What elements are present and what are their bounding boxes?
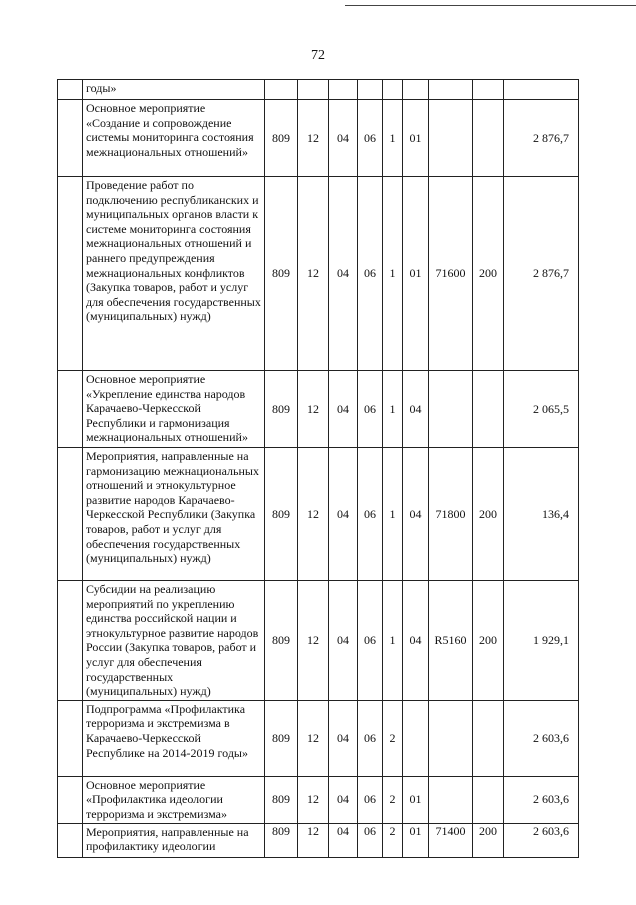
program-code-cell: 06 bbox=[358, 100, 383, 177]
expense-type-code-cell bbox=[473, 100, 504, 177]
amount-cell: 2 876,7 bbox=[504, 177, 579, 371]
section-code-cell: 12 bbox=[298, 776, 329, 823]
subprogram-code-cell: 1 bbox=[383, 581, 403, 701]
item-name-cell: Основное мероприятие «Профилактика идеологии терроризма и экстремизма» bbox=[83, 776, 265, 823]
direction-code-cell bbox=[429, 776, 473, 823]
amount-cell bbox=[504, 80, 579, 100]
subprogram-code-cell: 1 bbox=[383, 371, 403, 448]
row-number-cell bbox=[58, 177, 83, 371]
program-code-cell: 06 bbox=[358, 371, 383, 448]
activity-code-cell: 01 bbox=[403, 177, 429, 371]
table-body bbox=[58, 80, 579, 858]
activity-code-cell: 01 bbox=[403, 823, 429, 857]
table-row bbox=[58, 776, 579, 823]
row-number-cell bbox=[58, 448, 83, 581]
amount-cell: 1 929,1 bbox=[504, 581, 579, 701]
section-code-cell: 12 bbox=[298, 371, 329, 448]
activity-code-cell: 01 bbox=[403, 776, 429, 823]
program-code-cell: 06 bbox=[358, 177, 383, 371]
item-name-cell: годы» bbox=[83, 80, 265, 100]
table-row bbox=[58, 80, 579, 100]
section-code-cell: 12 bbox=[298, 177, 329, 371]
row-number-cell bbox=[58, 776, 83, 823]
expense-type-code-cell bbox=[473, 776, 504, 823]
item-name-cell: Мероприятия, направленные на профилактику идеологии bbox=[83, 823, 265, 857]
subsection-code-cell: 04 bbox=[329, 371, 358, 448]
direction-code-cell bbox=[429, 100, 473, 177]
program-code-cell: 06 bbox=[358, 581, 383, 701]
amount-cell: 2 603,6 bbox=[504, 776, 579, 823]
row-number-cell bbox=[58, 823, 83, 857]
ministry-code-cell: 809 bbox=[265, 177, 298, 371]
expense-type-code-cell: 200 bbox=[473, 448, 504, 581]
activity-code-cell: 04 bbox=[403, 371, 429, 448]
subsection-code-cell: 04 bbox=[329, 448, 358, 581]
ministry-code-cell bbox=[265, 80, 298, 100]
section-code-cell: 12 bbox=[298, 581, 329, 701]
budget-table bbox=[57, 79, 579, 858]
section-code-cell: 12 bbox=[298, 448, 329, 581]
program-code-cell bbox=[358, 80, 383, 100]
program-code-cell: 06 bbox=[358, 823, 383, 857]
row-number-cell bbox=[58, 80, 83, 100]
section-code-cell bbox=[298, 80, 329, 100]
subsection-code-cell bbox=[329, 80, 358, 100]
header-rule bbox=[345, 5, 636, 6]
subprogram-code-cell: 1 bbox=[383, 177, 403, 371]
item-name-cell: Основное мероприятие «Укрепление единства народов Карачаево-Черкесской Республики и гармонизация межнациональных отношений» bbox=[83, 371, 265, 448]
page-number: 72 bbox=[311, 48, 325, 63]
item-name-cell: Мероприятия, направленные на гармонизацию межнациональных отношений и этнокультурное развитие народов Карачаево-Черкесской Республики (Закупка товаров, работ и услуг для обеспечения государственных (муниципальных) нужд) bbox=[83, 448, 265, 581]
row-number-cell bbox=[58, 371, 83, 448]
ministry-code-cell: 809 bbox=[265, 100, 298, 177]
activity-code-cell bbox=[403, 80, 429, 100]
subsection-code-cell: 04 bbox=[329, 700, 358, 776]
activity-code-cell: 04 bbox=[403, 448, 429, 581]
table-row bbox=[58, 700, 579, 776]
table-row bbox=[58, 448, 579, 581]
table-row bbox=[58, 177, 579, 371]
ministry-code-cell: 809 bbox=[265, 448, 298, 581]
section-code-cell: 12 bbox=[298, 700, 329, 776]
direction-code-cell: R5160 bbox=[429, 581, 473, 701]
direction-code-cell: 71600 bbox=[429, 177, 473, 371]
subprogram-code-cell: 2 bbox=[383, 700, 403, 776]
expense-type-code-cell bbox=[473, 80, 504, 100]
section-code-cell: 12 bbox=[298, 823, 329, 857]
ministry-code-cell: 809 bbox=[265, 700, 298, 776]
direction-code-cell bbox=[429, 371, 473, 448]
item-name-cell: Субсидии на реализацию мероприятий по укреплению единства российской нации и этнокультурное развитие народов России (Закупка товаров, работ и услуг для обеспечения государственных (муниципальных) нужд) bbox=[83, 581, 265, 701]
activity-code-cell bbox=[403, 700, 429, 776]
expense-type-code-cell: 200 bbox=[473, 581, 504, 701]
ministry-code-cell: 809 bbox=[265, 823, 298, 857]
subprogram-code-cell: 1 bbox=[383, 100, 403, 177]
program-code-cell: 06 bbox=[358, 448, 383, 581]
subsection-code-cell: 04 bbox=[329, 177, 358, 371]
program-code-cell: 06 bbox=[358, 776, 383, 823]
table-row bbox=[58, 823, 579, 857]
table-row bbox=[58, 581, 579, 701]
direction-code-cell: 71400 bbox=[429, 823, 473, 857]
ministry-code-cell: 809 bbox=[265, 371, 298, 448]
row-number-cell bbox=[58, 581, 83, 701]
ministry-code-cell: 809 bbox=[265, 776, 298, 823]
item-name-cell: Проведение работ по подключению республиканских и муниципальных органов власти к системе мониторинга состояния межнациональных отношений и раннего предупреждения межнациональных конфликтов (Закупка товаров, работ и услуг для обеспечения государственных (муниципальных) нужд) bbox=[83, 177, 265, 371]
subsection-code-cell: 04 bbox=[329, 823, 358, 857]
expense-type-code-cell bbox=[473, 700, 504, 776]
program-code-cell: 06 bbox=[358, 700, 383, 776]
amount-cell: 2 876,7 bbox=[504, 100, 579, 177]
subsection-code-cell: 04 bbox=[329, 100, 358, 177]
direction-code-cell bbox=[429, 700, 473, 776]
direction-code-cell: 71800 bbox=[429, 448, 473, 581]
subsection-code-cell: 04 bbox=[329, 581, 358, 701]
ministry-code-cell: 809 bbox=[265, 581, 298, 701]
amount-cell: 2 603,6 bbox=[504, 823, 579, 857]
amount-cell: 2 065,5 bbox=[504, 371, 579, 448]
activity-code-cell: 01 bbox=[403, 100, 429, 177]
subsection-code-cell: 04 bbox=[329, 776, 358, 823]
expense-type-code-cell: 200 bbox=[473, 823, 504, 857]
expense-type-code-cell: 200 bbox=[473, 177, 504, 371]
subprogram-code-cell: 2 bbox=[383, 823, 403, 857]
expense-type-code-cell bbox=[473, 371, 504, 448]
subprogram-code-cell: 2 bbox=[383, 776, 403, 823]
row-number-cell bbox=[58, 700, 83, 776]
amount-cell: 2 603,6 bbox=[504, 700, 579, 776]
amount-cell: 136,4 bbox=[504, 448, 579, 581]
table-row bbox=[58, 371, 579, 448]
section-code-cell: 12 bbox=[298, 100, 329, 177]
table-row bbox=[58, 100, 579, 177]
subprogram-code-cell: 1 bbox=[383, 448, 403, 581]
subprogram-code-cell bbox=[383, 80, 403, 100]
direction-code-cell bbox=[429, 80, 473, 100]
item-name-cell: Подпрограмма «Профилактика терроризма и экстремизма в Карачаево-Черкесской Республике на 2014-2019 годы» bbox=[83, 700, 265, 776]
item-name-cell: Основное мероприятие «Создание и сопровождение системы мониторинга состояния межнациональных отношений» bbox=[83, 100, 265, 177]
row-number-cell bbox=[58, 100, 83, 177]
activity-code-cell: 04 bbox=[403, 581, 429, 701]
